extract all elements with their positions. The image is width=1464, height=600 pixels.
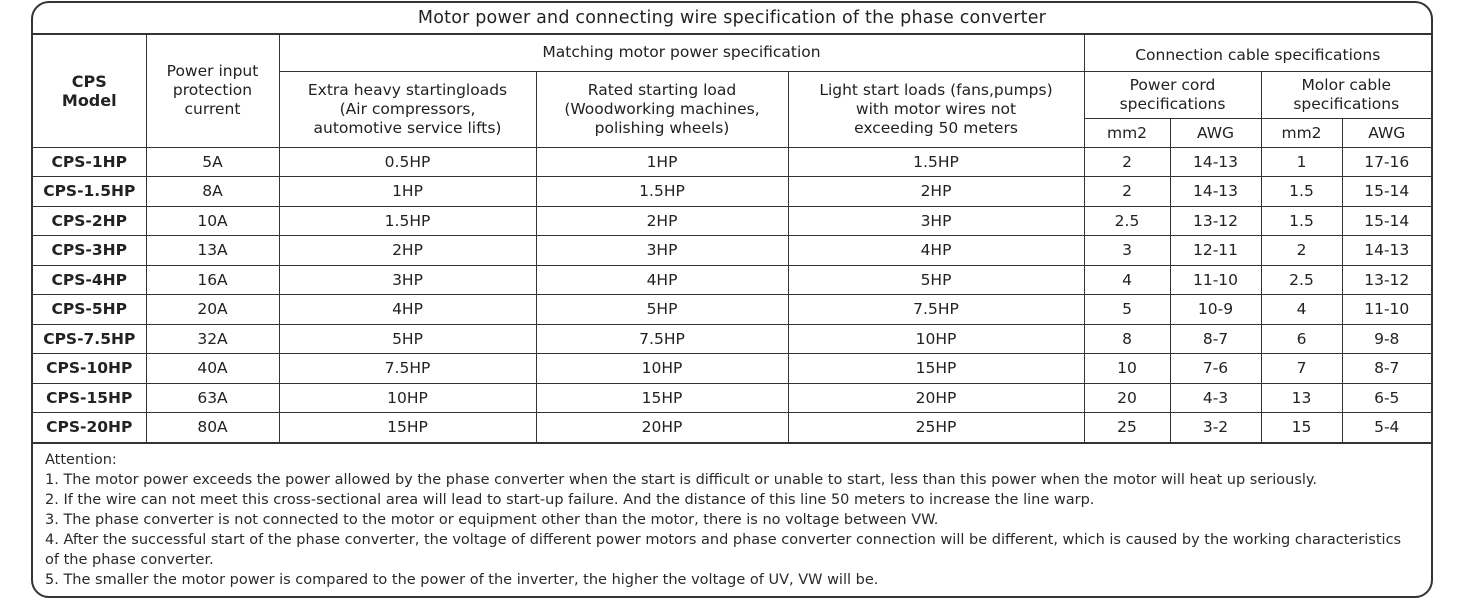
cell-light-load: 2HP: [788, 177, 1084, 207]
note-item: 2. If the wire can not meet this cross-sectional area will lead to start-up failure. And the distance of this line 50 meters to increase the line warp.: [45, 491, 1095, 508]
cell-motor-cable-awg: 15-14: [1342, 177, 1431, 207]
cell-motor-cable-mm2: 4: [1261, 295, 1342, 325]
cell-motor-cable-awg: 6-5: [1342, 383, 1431, 413]
cell-extra-heavy: 7.5HP: [279, 354, 536, 384]
cell-power-cord-awg: 10-9: [1170, 295, 1261, 325]
cell-motor-cable-awg: 17-16: [1342, 147, 1431, 177]
table-row: [33, 206, 1431, 236]
cell-motor-cable-awg: 8-7: [1342, 354, 1431, 384]
cell-power-cord-awg: 14-13: [1170, 147, 1261, 177]
header-power-cord-mm2: mm2: [1084, 118, 1170, 147]
cell-extra-heavy: 2HP: [279, 236, 536, 266]
note-item: 1. The motor power exceeds the power allowed by the phase converter when the start is difficult or unable to start, less than this power when the motor will heat up seriously.: [45, 471, 1318, 488]
spec-table-body: [33, 147, 1431, 442]
cell-protection-current: 8A: [146, 177, 279, 207]
header-light-start-loads: Light start loads (fans,pumps) with motor wires not exceeding 50 meters: [788, 71, 1084, 147]
cell-power-cord-awg: 14-13: [1170, 177, 1261, 207]
cell-rated-load: 4HP: [536, 265, 788, 295]
header-model: CPS Model: [33, 35, 146, 147]
cell-light-load: 4HP: [788, 236, 1084, 266]
table-row: [33, 413, 1431, 443]
header-motor-cable-mm2: mm2: [1261, 118, 1342, 147]
table-row: [33, 324, 1431, 354]
cell-extra-heavy: 0.5HP: [279, 147, 536, 177]
cell-protection-current: 20A: [146, 295, 279, 325]
cell-motor-cable-mm2: 2.5: [1261, 265, 1342, 295]
cell-power-cord-awg: 12-11: [1170, 236, 1261, 266]
cell-power-cord-mm2: 10: [1084, 354, 1170, 384]
cell-motor-cable-mm2: 6: [1261, 324, 1342, 354]
cell-power-cord-mm2: 4: [1084, 265, 1170, 295]
table-row: [33, 236, 1431, 266]
header-motor-cable: Molor cable specifications: [1261, 71, 1431, 118]
cell-rated-load: 15HP: [536, 383, 788, 413]
cell-extra-heavy: 5HP: [279, 324, 536, 354]
cell-power-cord-awg: 13-12: [1170, 206, 1261, 236]
cell-motor-cable-awg: 15-14: [1342, 206, 1431, 236]
note-item: 5. The smaller the motor power is compared to the power of the inverter, the higher the voltage of UV, VW will be.: [45, 571, 879, 588]
cell-motor-cable-mm2: 1.5: [1261, 177, 1342, 207]
note-item: 3. The phase converter is not connected to the motor or equipment other than the motor, there is no voltage between VW.: [45, 511, 939, 528]
cell-motor-cable-awg: 13-12: [1342, 265, 1431, 295]
cell-rated-load: 20HP: [536, 413, 788, 443]
header-extra-heavy-loads: Extra heavy startingloads (Air compressors, automotive service lifts): [279, 71, 536, 147]
cell-power-cord-mm2: 3: [1084, 236, 1170, 266]
cell-motor-cable-awg: 14-13: [1342, 236, 1431, 266]
cell-protection-current: 63A: [146, 383, 279, 413]
table-row: [33, 383, 1431, 413]
cell-motor-cable-mm2: 1.5: [1261, 206, 1342, 236]
cell-extra-heavy: 4HP: [279, 295, 536, 325]
table-row: [33, 295, 1431, 325]
cell-power-cord-mm2: 2.5: [1084, 206, 1170, 236]
note-item: 4. After the successful start of the phase converter, the voltage of different power motors and phase converter connection will be different, which is caused by the working characteristics of the phase converter.: [45, 531, 1402, 568]
cell-protection-current: 5A: [146, 147, 279, 177]
cell-power-cord-mm2: 5: [1084, 295, 1170, 325]
header-motor-cable-awg: AWG: [1342, 118, 1431, 147]
cell-motor-cable-mm2: 2: [1261, 236, 1342, 266]
cell-motor-cable-awg: 11-10: [1342, 295, 1431, 325]
cell-model: CPS-3HP: [33, 236, 146, 266]
table-row: [33, 177, 1431, 207]
header-power-cord: Power cord specifications: [1084, 71, 1261, 118]
cell-light-load: 7.5HP: [788, 295, 1084, 325]
cell-power-cord-awg: 4-3: [1170, 383, 1261, 413]
cell-model: CPS-5HP: [33, 295, 146, 325]
cell-light-load: 20HP: [788, 383, 1084, 413]
header-power-cord-awg: AWG: [1170, 118, 1261, 147]
cell-protection-current: 40A: [146, 354, 279, 384]
spec-table: [33, 35, 1431, 443]
cell-protection-current: 80A: [146, 413, 279, 443]
cell-rated-load: 7.5HP: [536, 324, 788, 354]
table-row: [33, 147, 1431, 177]
cell-model: CPS-4HP: [33, 265, 146, 295]
cell-protection-current: 10A: [146, 206, 279, 236]
cell-protection-current: 13A: [146, 236, 279, 266]
cell-motor-cable-awg: 5-4: [1342, 413, 1431, 443]
cell-light-load: 15HP: [788, 354, 1084, 384]
cell-rated-load: 5HP: [536, 295, 788, 325]
cell-motor-cable-mm2: 1: [1261, 147, 1342, 177]
cell-protection-current: 16A: [146, 265, 279, 295]
cell-light-load: 1.5HP: [788, 147, 1084, 177]
cell-model: CPS-1.5HP: [33, 177, 146, 207]
cell-extra-heavy: 3HP: [279, 265, 536, 295]
cell-power-cord-awg: 11-10: [1170, 265, 1261, 295]
cell-light-load: 10HP: [788, 324, 1084, 354]
header-connection-cable: Connection cable specifications: [1084, 35, 1431, 71]
cell-power-cord-awg: 8-7: [1170, 324, 1261, 354]
table-row: [33, 265, 1431, 295]
cell-rated-load: 3HP: [536, 236, 788, 266]
cell-light-load: 25HP: [788, 413, 1084, 443]
cell-light-load: 3HP: [788, 206, 1084, 236]
sheet-title: Motor power and connecting wire specification of the phase converter: [33, 3, 1431, 35]
header-rated-starting-load: Rated starting load (Woodworking machines, polishing wheels): [536, 71, 788, 147]
cell-extra-heavy: 15HP: [279, 413, 536, 443]
spec-sheet: [31, 1, 1433, 598]
cell-power-cord-awg: 3-2: [1170, 413, 1261, 443]
cell-model: CPS-1HP: [33, 147, 146, 177]
cell-protection-current: 32A: [146, 324, 279, 354]
cell-model: CPS-20HP: [33, 413, 146, 443]
table-row: [33, 354, 1431, 384]
cell-rated-load: 2HP: [536, 206, 788, 236]
cell-light-load: 5HP: [788, 265, 1084, 295]
cell-power-cord-awg: 7-6: [1170, 354, 1261, 384]
cell-rated-load: 1.5HP: [536, 177, 788, 207]
cell-rated-load: 10HP: [536, 354, 788, 384]
cell-model: CPS-10HP: [33, 354, 146, 384]
cell-extra-heavy: 1HP: [279, 177, 536, 207]
cell-power-cord-mm2: 2: [1084, 147, 1170, 177]
cell-extra-heavy: 1.5HP: [279, 206, 536, 236]
header-matching-motor-power: Matching motor power specification: [279, 35, 1084, 71]
cell-rated-load: 1HP: [536, 147, 788, 177]
cell-model: CPS-15HP: [33, 383, 146, 413]
cell-motor-cable-mm2: 15: [1261, 413, 1342, 443]
cell-power-cord-mm2: 8: [1084, 324, 1170, 354]
cell-model: CPS-7.5HP: [33, 324, 146, 354]
cell-model: CPS-2HP: [33, 206, 146, 236]
notes-heading: Attention:: [45, 451, 117, 468]
cell-power-cord-mm2: 20: [1084, 383, 1170, 413]
attention-notes: [33, 443, 1431, 590]
cell-extra-heavy: 10HP: [279, 383, 536, 413]
header-protection-current: Power input protection current: [146, 35, 279, 147]
cell-power-cord-mm2: 2: [1084, 177, 1170, 207]
cell-motor-cable-mm2: 7: [1261, 354, 1342, 384]
cell-power-cord-mm2: 25: [1084, 413, 1170, 443]
cell-motor-cable-mm2: 13: [1261, 383, 1342, 413]
cell-motor-cable-awg: 9-8: [1342, 324, 1431, 354]
